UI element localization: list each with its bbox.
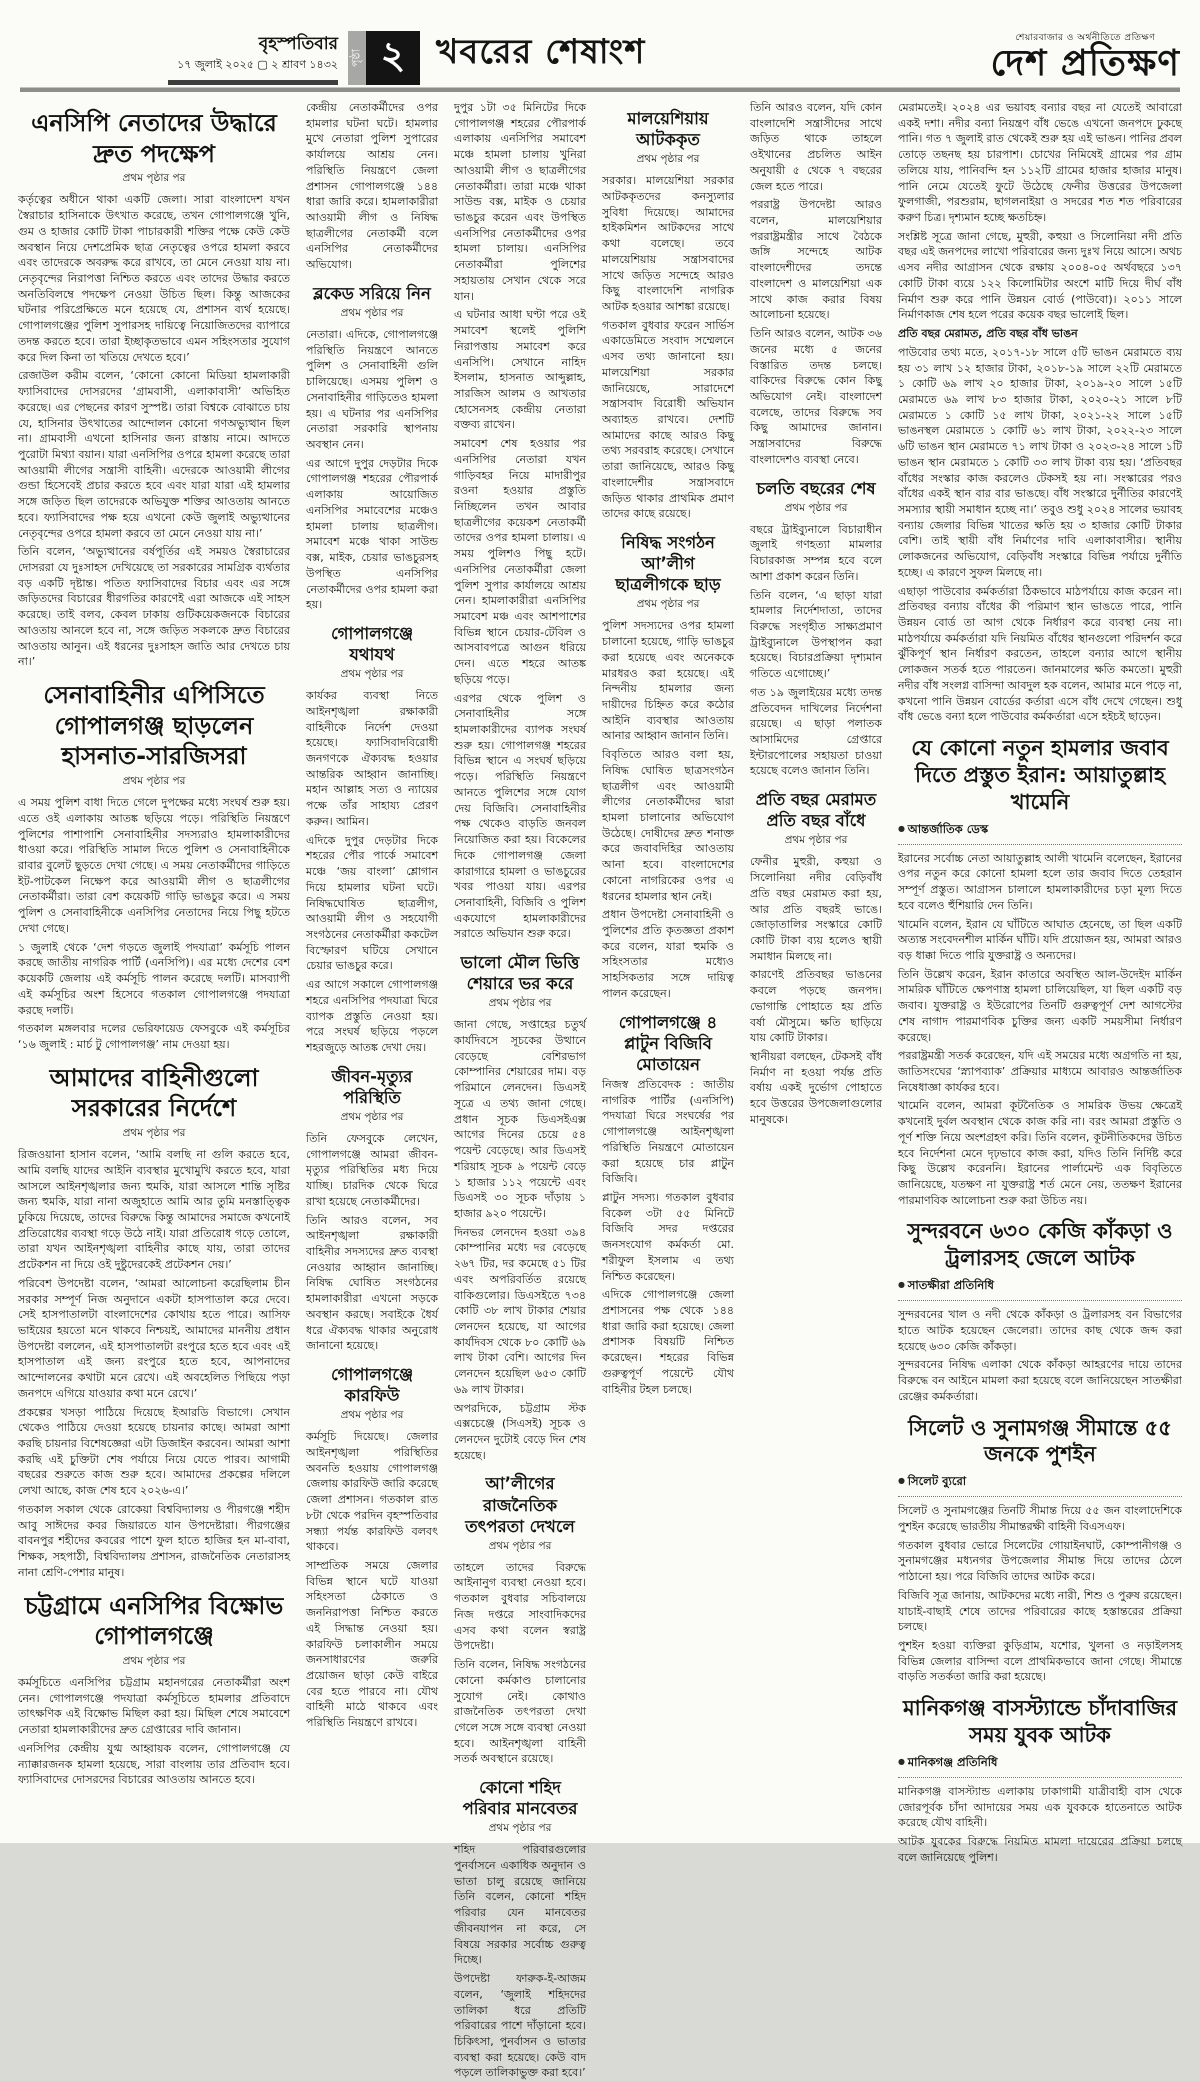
- article-paragraph: গতকাল বুধবার ফরেন সার্ভিস একাডেমিতে সংবাদ সম্মেলনে এসব তথ্য জানানো হয়। মালয়েশিয়া সরকার জানিয়েছে, সারাদেশে সন্ত্রাসবাদ বিরোধী অভিযান অব্যাহত রাখবে। দেশটি আমাদের কাছে আরও কিছু তথ্য সরবরাহ করেছে। সেখানে তারা জানিয়েছে, আরও কিছু বাংলাদেশীর সন্ত্রাসবাদে জড়িত থাকার প্রাথমিক প্রমাণ তাদের কাছে রয়েছে।: [602, 318, 734, 521]
- article: [898, 1695, 1182, 1865]
- continued-label: প্রথম পৃষ্ঠার পর: [340, 668, 404, 681]
- article-paragraph: এদিকে দুপুর দেড়টার দিকে শহরের পৌর পার্কে সমাবেশ মঞ্চে ‘জয় বাংলা’ শ্লোগান দিয়ে হামলার ঘটনা ঘটে। নিষিদ্ধঘোষিত ছাত্রলীগ, আওয়ামী লীগ ও সহযোগী সংগঠনের নেতাকর্মীরা ককটেল বিস্ফোরণ ঘটিয়ে সেখানে চেয়ার ভাঙচুর করে।: [306, 833, 438, 973]
- article-body: [454, 1017, 586, 1463]
- article-paragraph: খামেনি বলেন, ইরান যে ঘাঁটিতে আঘাত হেনেছে, তা ছিল একটি অত্যন্ত সংবেদনশীল মার্কিন ঘাঁটি। যদি প্রয়োজন হয়, আমরা আরও বড় ধাক্কা দিতে পারি যুক্তরাষ্ট্র ও অন্যদের।: [898, 917, 1182, 962]
- article-body: [898, 100, 1182, 725]
- byline: [898, 1470, 1182, 1496]
- article-paragraph: কারণেই প্রতিবছর ভাঙনের কবলে পড়ছে জনপদ। ভোগান্তি পোহাতে হয় প্রতি বর্ষা মৌসুমে। ক্ষতি ছাড়িয়ে যায় কোটি টাকার।: [750, 968, 882, 1045]
- article-paragraph: খামেনি বলেন, আমরা কূটনৈতিক ও সামরিক উভয় ক্ষেত্রেই কখনোই দুর্বল অবস্থান থেকে কাজ করি না। বরং আমরা প্রস্তুতি ও পূর্ণ শক্তি নিয়ে অংশগ্রহণ করি। তিনি বলেন, কূটনীতিকদের উচিত হবে নির্দেশনা মেনে দৃঢ়ভাবে কাজ করা, যদিও তিনি নির্দিষ্ট করে কিছু উল্লেখ করেননি। ইরানের পার্লামেন্ট এক বিবৃতিতে জানিয়েছে, যতক্ষণ না যুক্তরাষ্ট্র শর্ত মেনে নেয়, ততক্ষণ ইরানের পারমাণবিক আলোচনা শুরু করা উচিত নয়।: [898, 1099, 1182, 1207]
- article-body: [18, 192, 290, 670]
- article-headline: আমাদের বাহিনীগুলো সরকারের নির্দেশে: [49, 1063, 259, 1123]
- article-paragraph: এনসিপির কেন্দ্রীয় যুগ্ম আহ্বায়ক বলেন, গোপালগঞ্জে যে ন্যাক্কারজনক হামলা হয়েছে, সারা বাংলায় তার প্রতিবাদ হবে। ফ্যাসিবাদের দোসরদের বিচারের আওতায় আনতে হবে।: [18, 1741, 290, 1787]
- article-body: [898, 1307, 1182, 1404]
- article-headline: সুন্দরবনে ৬৩০ কেজি কাঁকড়া ও ট্রলারসহ জেলে আটক: [907, 1219, 1173, 1271]
- article-paragraph: উপদেষ্টা ফারুক-ই-আজম বলেন, ‘জুলাই শহিদদের তালিকা ধরে প্রতিটি পরিবারের পাশে দাঁড়ানো হবে। চিকিৎসা, পুনর্বাসন ও ভাতার ব্যবস্থা করা হয়েছে। কেউ বাদ পড়লে তালিকাভুক্ত করা হবে।’: [454, 1972, 586, 2080]
- article: [602, 1012, 734, 1398]
- article-headline: নিষিদ্ধ সংগঠন আ’লীগ ছাত্রলীগকে ছাড়: [615, 533, 721, 595]
- article: [898, 1218, 1182, 1404]
- continued-label: প্রথম পৃষ্ঠার পর: [488, 1822, 552, 1835]
- article-body: [18, 795, 290, 1053]
- byline: [898, 1274, 1182, 1300]
- article-body: [602, 1077, 734, 1397]
- article-headline: জীবন-মৃত্যুর পরিস্থিতি: [331, 1066, 413, 1107]
- article-body: [898, 1503, 1182, 1685]
- article-paragraph: স্থানীয়রা বলছেন, টেকসই বাঁধ নির্মাণ না হওয়া পর্যন্ত প্রতি বর্ষায় একই দুর্ভোগ পোহাতে হবে উত্তরের উপজেলাগুলোর মানুষকে।: [750, 1049, 882, 1126]
- article-paragraph: পাউবোর তথ্য মতে, ২০১৭-১৮ সালে ৫টি ভাঙন মেরামতে ব্যয় হয় ৩১ লাখ ১২ হাজার টাকা, ২০১৮-১৯ সালে ২২টি মেরামতে ১ কোটি ৬৯ লাখ ২০ হাজার টাকা, ২০১৯-২০ সালে ১৫টি মেরামতে ৬৯ লাখ ৮৩ হাজার টাকা, ২০২০-২১ সালে ৮টি মেরামতে ১ কোটি ১৫ লাখ টাকা, ২০২১-২২ সালে ১৫টি ভাঙনস্থল মেরামতে ১ কোটি ৬১ লাখ টাকা, ২০২২-২৩ সালে ৬টি ভাঙন স্থান মেরামতে ৭১ লাখ টাকা ও ২০২৩-২৪ সালে ১টি ভাঙন স্থান মেরামতে ১ কোটি ৩৩ লাখ টাকা ব্যয় হয়। ‘প্রতিবছর বাঁধের সংস্কার কাজ করলেও টেকসই হয় না। সংস্কারের পরও বাঁধের একই স্থান বার বার ভাঙছে। বাঁধ সংস্কারে দুর্নীতির কারণেই সমস্যার স্থায়ী সমাধান হচ্ছে না।’ তবুও শুধু ২০২৪ সালের ভয়াবহ বন্যায় জেলার বিভিন্ন খাতের ক্ষতি হয় ৩ হাজার কোটি টাকার বেশি। তাই স্থায়ী বাঁধ নির্মাণের দাবি এলাকাবাসীর। স্থানীয় লোকজনের অভিযোগ, বেড়িবাঁধ সংস্কারে বিভিন্ন পর্যায়ে দুর্নীতি হচ্ছে। এ কারণে সুফল মিলছে না।: [898, 345, 1182, 579]
- byline-separator: [898, 1496, 1182, 1497]
- article-paragraph: এর আগে দুপুর দেড়টার দিকে গোপালগঞ্জ শহরের পৌরপার্ক এলাকায় আয়োজিত এনসিপির সমাবেশের মঞ্চেও হামলা চালায় ছাত্রলীগ। সমাবেশ মঞ্চে থাকা সাউন্ড বক্স, মাইক, চেয়ার ভাঙচুরসহ উপস্থিত এনসিপির নেতাকর্মীদের ওপর হামলা করা হয়।: [306, 456, 438, 612]
- article-headline: সেনাবাহিনীর এপিসিতে গোপালগঞ্জ ছাড়লেন হাসনাত-সারজিসরা: [43, 681, 265, 771]
- article: [18, 1063, 290, 1581]
- article: [454, 100, 586, 942]
- article: [306, 283, 438, 613]
- article: [18, 680, 290, 1053]
- article-body: [306, 1131, 438, 1354]
- byline-text: সিলেট ব্যুরো: [907, 1474, 967, 1489]
- article-paragraph: এর আগে সকালে গোপালগঞ্জ শহরে এনসিপির পদযাত্রা ঘিরে ব্যাপক প্রস্তুতি নেওয়া হয়। পরে সংঘর্ষ ছড়িয়ে পড়লে শহরজুড়ে আতঙ্ক দেখা দেয়।: [306, 978, 438, 1054]
- continued-label: প্রথম পৃষ্ঠার পর: [340, 1110, 404, 1123]
- article-headline: কোনো শহিদ পরিবার মানবেতর: [462, 1778, 578, 1819]
- byline-text: আন্তর্জাতিক ডেস্ক: [907, 821, 989, 836]
- article-paragraph: মানিকগঞ্জ বাসস্ট্যান্ড এলাকায় ঢাকাগামী যাত্রীবাহী বাস থেকে জোরপূর্বক চাঁদা আদায়ের সময় এক যুবককে হাতেনাতে আটক করেছে যৌথ বাহিনী।: [898, 1784, 1182, 1830]
- article-paragraph: এ ঘটনার আধা ঘণ্টা পরে ওই সমাবেশ স্থলেই পুলিশি নিরাপত্তায় সমাবেশ করে এনসিপি। সেখানে নাহিদ ইসলাম, হাসনাত আব্দুল্লাহ, সারজিস আলম ও আখতার হোসেনসহ কেন্দ্রীয় নেতারা বক্তব্য রাখেন।: [454, 308, 586, 432]
- article-headline: যে কোনো নতুন হামলার জবাব দিতে প্রস্তুত ইরান: আয়াতুল্লাহ খামেনি: [911, 736, 1169, 814]
- article-headline: ভালো মৌল ভিত্তি শেয়ারে ভর করে: [460, 953, 580, 994]
- article-headline: সিলেট ও সুনামগঞ্জ সীমান্তে ৫৫ জনকে পুশইন: [908, 1415, 1172, 1467]
- article-paragraph: অপরদিকে, চট্টগ্রাম স্টক এক্সচেঞ্জে (সিএসই) সূচক ও লেনদেন দুটোই বেড়ে দিন শেষ হয়েছে।: [454, 1401, 586, 1462]
- article-paragraph: দিনভর লেনদেন হওয়া ৩৯৪ কোম্পানির মধ্যে দর বেড়েছে ২৬৭ টির, দর কমেছে ৫১ টির এবং অপরিবর্তিত রয়েছে বাকিগুলোর। ডিএসইতে ৭৩৪ কোটি ৩৮ লাখ টাকার শেয়ার লেনদেন হয়েছে, যা আগের কার্যদিবস থেকে ৮০ কোটি ৬৯ লাখ টাকা বেশি। আগের দিন লেনদেন হয়েছিল ৬৫৩ কোটি ৬৯ লাখ টাকার।: [454, 1225, 586, 1396]
- article-paragraph: পুলিশ সদস্যদের ওপর হামলা চালানো হয়েছে, গাড়ি ভাঙচুর করা হয়েছে এবং অনেককে মারধরও করা হয়েছে। এই নিন্দনীয় হামলার জন্য দায়ীদের চিহ্নিত করে কঠোর আইনি ব্যবস্থার আওতায় আনার আহ্বান জানান তিনি।: [602, 619, 734, 743]
- article-paragraph: তাহলে তাদের বিরুদ্ধে আইনানুগ ব্যবস্থা নেওয়া হবে। গতকাল বুধবার সচিবালয়ে নিজ দপ্তরে সাংবাদিকদের এসব কথা বলেন স্বরাষ্ট্র উপদেষ্টা।: [454, 1560, 586, 1653]
- page-word-tab: পৃষ্ঠা: [348, 31, 366, 85]
- continued-label: প্রথম পৃষ্ঠার পর: [488, 1539, 552, 1552]
- article-headline: গোপালগঞ্জে কারফিউ: [330, 1364, 414, 1406]
- article-paragraph: রেজাউল করীম বলেন, ‘কোনো কোনো মিডিয়া হামলাকারী ফ্যাসিবাদের দোসরদের ‘গ্রামবাসী, এলাকাবাসী’ অভিহিত করেছে। এর পেছনের কারণ সুস্পষ্ট। তারা বিশ্বকে বোঝাতে চায় যে, হাসিনার উৎখাতের আন্দোলন কোনো গণঅভ্যুত্থান ছিল না। গ্রামবাসী এখনো হাসিনার জন্য রাস্তায় নামে। আদতে পুরোটা মিথ্যা বয়ান। যারা এনসিপির ওপরে হামলা করেছে তারা আওয়ামী লীগের সন্ত্রাসী বাহিনী। এদেরকে আওয়ামী লীগের গুন্ডা হিসেবেই প্রচার করতে হবে এবং যারা যারা এই হামলার সঙ্গে জড়িত ছিল তাদেরকে অভিযুক্ত শক্তির আওতায় আনতে হবে। ফ্যাসিবাদের পক্ষ হয়ে এখনো কেউ জুলাই অভ্যুত্থানের নেতৃবৃন্দের ওপরে হামলা করবে তা মেনে নেওয়া যায় না।’: [18, 369, 290, 540]
- article-body: [750, 522, 882, 780]
- article-paragraph: কার্যকর ব্যবস্থা নিতে আইনশৃঙ্খলা রক্ষাকারী বাহিনীকে নির্দেশ দেওয়া হয়েছে। ফ্যাসিবাদবিরোধী জনগণকে ঐক্যবদ্ধ হওয়ার আন্তরিক আহ্বান জানাচ্ছি। মহান আল্লাহ সত্য ও ন্যায়ের পক্ষে তাঁর সাহায্য প্রেরণ করুন। আমিন।: [306, 689, 438, 828]
- news-column-1: [18, 100, 290, 1830]
- article: [454, 952, 586, 1463]
- article-paragraph: সুন্দরবনের খাল ও নদী থেকে কাঁকড়া ও ট্রলারসহ বন বিভাগের হাতে আটক হয়েছেন জেলেরা। তাদের কাছ থেকে জব্দ করা হয়েছে ৬৩০ কেজি কাঁকড়া।: [898, 1308, 1182, 1353]
- article-paragraph: আটক যুবকের বিরুদ্ধে নিয়মিত মামলা দায়েরের প্রক্রিয়া চলছে বলে জানিয়েছে পুলিশ।: [898, 1835, 1182, 1864]
- article: [306, 100, 438, 273]
- article-paragraph: মেরামতেই। ২০২৪ এর ভয়াবহ বন্যার বছর না যেতেই আবারো একই দশা। নদীর বন্যা নিয়ন্ত্রণ বাঁধ ভেঙে এখনো জনপদে ঢুকছে পানি। গত ৭ জুলাই রাত থেকেই শুরু হয় এই ভাঙন। পানির প্রবল তোড়ে তছনছ হয় চারপাশ। চোখের নিমিষেই গ্রামের পর গ্রাম তলিয়ে যায়, পানিবন্দি হন ১১২টি গ্রামের হাজার হাজার মানুষ। পানি নেমে যেতেই ফুটে উঠেছে ফেনীর উত্তরের উপজেলা ফুলগাজী, পরশুরাম, ছাগলনাইয়া ও সদরের শত শত পরিবারের করুণ চিত্র। দৃশ্যমান হচ্ছে ক্ষতচিহ্ন।: [898, 101, 1182, 225]
- byline-separator: [898, 844, 1182, 845]
- article-headline: গোপালগঞ্জে ৪ প্লাটুন বিজিবি মোতায়েন: [618, 1012, 718, 1074]
- byline: [898, 818, 1182, 844]
- article-body: [18, 1147, 290, 1580]
- continued-label: প্রথম পৃষ্ঠার পর: [784, 501, 848, 514]
- article-paragraph: কর্মসূচিতে এনসিপির চট্টগ্রাম মহানগরের নেতাকর্মীরা অংশ নেন। গোপালগঞ্জে পদযাত্রা কর্মসূচিতে হামলার প্রতিবাদে তাৎক্ষণিক এই বিক্ষোভ মিছিল করা হয়। মিছিল শেষে সমাবেশে নেতারা হামলাকারীদের দ্রুত গ্রেপ্তারের দাবি জানান।: [18, 1675, 290, 1737]
- article-body: [454, 1560, 586, 1767]
- article-body: [454, 100, 586, 942]
- continued-label: প্রথম পৃষ্ঠার পর: [636, 153, 700, 166]
- article-paragraph: গত ১৯ জুলাইয়ের মধ্যে তদন্ত প্রতিবেদন দাখিলের নির্দেশনা রয়েছে। এ ছাড়া পলাতক আসামিদের গ্রেপ্তারে ইন্টারপোলের সহায়তা চাওয়া হয়েছে বলেও জানান তিনি।: [750, 685, 882, 778]
- continued-label: প্রথম পৃষ্ঠার পর: [784, 834, 848, 847]
- continued-label: প্রথম পৃষ্ঠার পর: [488, 997, 552, 1010]
- article-paragraph: জানা গেছে, সপ্তাহের চতুর্থ কার্যদিবসে সূচকের উত্থানে বেড়েছে বেশিরভাগ কোম্পানির শেয়ারের দাম। বড় পরিমানে লেনদেন। ডিএসই সূত্রে এ তথ্য জানা গেছে। প্রধান সূচক ডিএসইএক্স আগের দিনের চেয়ে ৫৪ পয়েন্ট বেড়েছে। আর ডিএসই শরিয়াহ সূচক ৯ পয়েন্ট বেড়ে ১ হাজার ১১২ পয়েন্টে এবং ডিএসই ৩০ সূচক দাঁড়ায় ১ হাজার ৯২০ পয়েন্টে।: [454, 1018, 586, 1220]
- byline-text: মানিকগঞ্জ প্রতিনিধি: [907, 1754, 998, 1769]
- article-paragraph: গতকাল বুধবার ভোরে সিলেটের গোয়াইনঘাট, কোম্পানীগঞ্জ ও সুনামগঞ্জের মধ্যনগর উপজেলার সীমান্ত দিয়ে তাদের ঠেলে পাঠানো হয়। পরে বিজিবি তাদের আটক করে।: [898, 1538, 1182, 1584]
- byline: [898, 1751, 1182, 1777]
- news-column-6: [898, 100, 1183, 1864]
- article-headline: ব্লকেড সরিয়ে নিন: [313, 283, 431, 303]
- article-paragraph: প্রধান উপদেষ্টা সেনাবাহিনী ও পুলিশের প্রতি কৃতজ্ঞতা প্রকাশ করে বলেন, যারা হুমকি ও সহিংসতার মধ্যেও সাহসিকতার সঙ্গে দায়িত্ব পালন করেছেন।: [602, 908, 734, 1000]
- continued-label: প্রথম পৃষ্ঠার পর: [340, 307, 404, 320]
- article-headline: মানিকগঞ্জ বাসস্ট্যান্ডে চাঁদাবাজির সময় যুবক আটক: [902, 1696, 1178, 1748]
- news-column-2: [306, 100, 438, 1830]
- article-paragraph: সরকার। মালয়েশিয়া সরকার আটককৃতদের কনস্যুলার সুবিধা দিয়েছে। আমাদের হাইকমিশন আটকদের সাথে কথা বলেছে। তবে মালয়েশিয়ায় সন্ত্রাসবাদের সাথে জড়িত সন্দেহে আরও কিছু বাংলাদেশি নাগরিক আটক হওয়ার আশঙ্কা রয়েছে।: [602, 174, 734, 313]
- article-paragraph: দুপুর ১টা ৩৫ মিনিটের দিকে গোপালগঞ্জ শহরের পৌরপার্ক এলাকায় এনসিপির সমাবেশ মঞ্চে হামলা চালায় খুনিরা আওয়ামী লীগ ও ছাত্রলীগের নেতাকর্মীরা। তারা মঞ্চে থাকা সাউন্ড বক্স, মাইক ও চেয়ার ভাঙচুর করেন এবং উপস্থিত এনসিপির নেতাকর্মীদের ওপর হামলা চালায়। এনসিপির নেতাকর্মীরা পুলিশের সহায়তায় সেখান থেকে সরে যান।: [454, 101, 586, 303]
- byline-text: সাতক্ষীরা প্রতিনিধি: [907, 1278, 994, 1293]
- continued-label: প্রথম পৃষ্ঠার পর: [122, 172, 186, 185]
- article-paragraph: এছাড়া পাউবোর কর্মকর্তারা ঠিকভাবে মাঠপর্যায়ে কাজ করেন না। প্রতিবছর বন্যায় বাঁধের কী পরিমাণ স্থান ভাঙতে পারে, পানি উন্নয়ন বোর্ড তা আগ থেকে নির্ধারণ করে ব্যবস্থা নেয় না। মাঠপর্যায়ে কর্মকর্তারা যদি নিয়মিত বাঁধের স্থানগুলো পরিদর্শন করে ঝুঁকিপূর্ণ স্থান নির্ধারণ করতেন, তাহলে বন্যার আগে স্থানীয় লোকজন সতর্ক হতে পারতেন। জানমালের ক্ষতি কমতো। মুহুরী নদীর বাঁধ সংলগ্ন বাসিন্দা আবদুল হক বলেন, আমার মনে পড়ে না, কখনো পানি উন্নয়ন বোর্ডের কর্তারা এসে বাঁধ দেখে গেছেন। শুধু বাঁধ ভেঙে বন্যা হলে পাউবোর কর্মকর্তারা এসে হইচই ছাড়েন।: [898, 584, 1183, 724]
- article: [602, 108, 734, 522]
- article: [18, 108, 290, 670]
- article: [306, 1066, 438, 1354]
- article-headline: চলতি বছরের শেষ: [756, 478, 876, 498]
- article-paragraph: পরিবেশ উপদেষ্টা বলেন, ‘আমরা আলোচনা করেছিলাম চীন সরকার সম্পূর্ণ নিজ অনুদানে একটা হাসপাতাল করে দেবে। সেই হাসপাতালটা বাংলাদেশের কোথায় হতে পারে। আসিফ ভাইয়ের হয়তো মনে থাকবে নিশ্চয়ই, আমাদের মাননীয় প্রধান উপদেষ্টা বললেন, এই হাসপাতালটা রংপুরে হতে হবে এবং এই হাসপাতাল এই জন্য রংপুরে হতে হবে, আপনাদের আন্দোলনের কথাটা মনে রেখে। এই অবহেলিত পিছিয়ে পড়া জনপদে এগিয়ে যাওয়ার কথা মনে রেখে।’: [18, 1276, 290, 1400]
- article: [306, 1364, 438, 1731]
- article-paragraph: প্রকল্পের খসড়া পাঠিয়ে দিয়েছে ইআরডি বিভাগে। সেখান থেকেও পাঠিয়ে দেওয়া হয়েছে চায়নার কাছে। আমরা আশা করছি চায়নার বিশেষজ্ঞেরা এটা ডিজাইন করবেন। আমরা আশা করছি এই চুক্তিটা শেষ পর্যায়ে নিয়ে যেতে পারব। আগামী বছরের শুরুতে কাজ শুরু হবে। আমাদের প্রকল্পের দলিলে লেখা আছে, কাজ শেষ হবে ২০২৬-এ।’: [18, 1405, 290, 1498]
- article-paragraph: এদিকে গোপালগঞ্জে জেলা প্রশাসনের পক্ষ থেকে ১৪৪ ধারা জারি করা হয়েছে। জেলা প্রশাসক বিষয়টি নিশ্চিত করেছেন। শহরের বিভিন্ন গুরুত্বপূর্ণ পয়েন্টে যৌথ বাহিনীর টহল চলছে।: [602, 1288, 734, 1396]
- article-paragraph: গতকাল মঙ্গলবার দলের ভেরিফায়েড ফেসবুকে এই কর্মসূচির ‘১৬ জুলাই : মার্চ টু গোপালগঞ্জ’ নাম দেওয়া হয়।: [18, 1022, 290, 1051]
- article-paragraph: কর্মসূচি দিয়েছে। জেলার আইনশৃঙ্খলা পরিস্থিতির অবনতি হওয়ায় গোপালগঞ্জ জেলায় কারফিউ জারি করেছে জেলা প্রশাসন। গতকাল রাত ৮টা থেকে পরদিন বৃহস্পতিবার সন্ধ্যা পর্যন্ত কারফিউ বলবৎ থাকবে।: [306, 1430, 438, 1554]
- article-body: [306, 327, 438, 613]
- article: [306, 623, 438, 1056]
- article-body: [454, 1842, 586, 2081]
- article-paragraph: এরপর থেকে পুলিশ ও সেনাবাহিনীর সঙ্গে হামলাকারীদের ব্যাপক সংঘর্ষ শুরু হয়। গোপালগঞ্জ শহরের বিভিন্ন স্থানে এ সংঘর্ষ ছড়িয়ে পড়ে। পরিস্থিতি নিয়ন্ত্রণে আনতে পুলিশের সঙ্গে যোগ দেয় বিজিবি। সেনাবাহিনীর পক্ষ থেকেও বাড়তি জনবল নিয়োজিত করা হয়। বিকেলের দিকে গোপালগঞ্জ জেলা কারাগারে হামলা ও ভাঙচুরের খবর পাওয়া যায়। এরপর সেনাবাহিনী, বিজিবি ও পুলিশ একযোগে হামলাকারীদের সরাতে অভিযান শুরু করে।: [454, 691, 586, 941]
- article-body: [750, 100, 882, 468]
- article-paragraph: ফেনীর মুহুরী, কহুয়া ও সিলোনিয়া নদীর বেড়িবাঁধ প্রতি বছর মেরামত করা হয়, আর প্রতি বছরই ভাঙে। জোড়াতালির সংস্কারে কোটি কোটি টাকা ব্যয় হলেও স্থায়ী সমাধান মিলছে না।: [750, 855, 882, 963]
- article-paragraph: কর্তৃত্বের অধীনে থাকা একটি জেলা। সারা বাংলাদেশ যখন স্বৈরাচার হাসিনাকে উৎখাত করেছে, তখন গোপালগঞ্জে খুনি, গুম ও হাজার কোটি টাকা পাচারকারী শক্তির পক্ষে কেউ কেউ অবস্থান নিয়ে দেশপ্রেমিক ছাত্র নেতৃত্বের ওপরে হামলা করবে এবং তাদেরকে অবরুদ্ধ করে রাখবে, তা মেনে নেওয়া যায় না। নেতৃবৃন্দের নিরাপত্তা নিশ্চিত করতে এবং তাদের উদ্ধার করতে অনতিবিলম্বে পদক্ষেপ নেওয়া উচিত ছিল। কিন্তু আজকের ঘটনার পরিপ্রেক্ষিতে মনে হয়েছে যে, প্রশাসন ব্যর্থ হয়েছে। গোপালগঞ্জের পুলিশ সুপারসহ দায়িত্বে নিয়োজিতদের ব্যাপারে তদন্ত করতে হবে। তারা ইচ্ছাকৃতভাবে এমন সহিংসতার সুযোগ করে দিল কিনা তা খতিয়ে দেখতে হবে।’: [18, 193, 290, 364]
- article-paragraph: সাম্প্রতিক সময়ে জেলার বিভিন্ন স্থানে ঘটে যাওয়া সহিংসতা ঠেকাতে ও জননিরাপত্তা নিশ্চিত করতে এই সিদ্ধান্ত নেওয়া হয়। কারফিউ চলাকালীন সময়ে জনসাধারণের জরুরি প্রয়োজন ছাড়া কেউ বাইরে বের হতে পারবে না। যৌথ বাহিনী মাঠে থাকবে এবং পরিস্থিতি নিয়ন্ত্রণে রাখবে।: [306, 1558, 438, 1730]
- article-paragraph: ১ জুলাই থেকে ‘দেশ গড়তে জুলাই পদযাত্রা’ কর্মসূচি পালন করছে জাতীয় নাগরিক পার্টি (এনসিপি)। এর মধ্যে দেশের বেশ কয়েকটি জেলায় এই কর্মসূচি পালন করেছে দলটি। মাসব্যাপী এই কর্মসূচির অংশ হিসেবে গতকাল গোপালগঞ্জে পদযাত্রা করছে দলটি।: [18, 940, 290, 1017]
- article-paragraph: তিনি উল্লেখ করেন, ইরান কাতারে অবস্থিত আল-উদেইদ মার্কিন সামরিক ঘাঁটিতে ক্ষেপণাস্ত্র হামলা চালিয়েছিল, যা ছিল একটি বড় জবাব। যুক্তরাষ্ট্র ও ইউরোপের তিনটি গুরুত্বপূর্ণ দেশ আগস্টের শেষ নাগাদ পারমাণবিক চুক্তির জন্য একটি সময়সীমা নির্ধারণ করেছে।: [898, 967, 1182, 1044]
- article-paragraph: তিনি আরও বলেন, সব আইনশৃঙ্খলা রক্ষাকারী বাহিনীর সদস্যদের দ্রুত ব্যবস্থা নেওয়ার আহ্বান জানাচ্ছি। নিষিদ্ধ ঘোষিত সংগঠনের হামলাকারীরা এখনো সড়কে অবস্থান করছে। সবাইকে ধৈর্য ধরে ঐক্যবদ্ধ থাকার অনুরোধ জানানো হয়েছে।: [306, 1213, 438, 1353]
- article-paragraph: তিনি বলেন, ‘অভ্যুত্থানের বর্ষপূর্তির এই সময়ও স্বৈরাচারের দোসররা যে দুঃসাহস দেখিয়েছে তা সরকারের সামগ্রিক ব্যর্থতার বড় একটি দৃষ্টান্ত। পতিত ফ্যাসিবাদের বিচার এবং এর সঙ্গে জড়িতদের বিচারের ধীরগতির কারণেই এরা আজকে এই সাহস করেছে। তাই বলব, কেবল ঢাকায় গুটিকয়েকজনকে বিচারের আওতায় আনলে হবে না, সঙ্গে জড়িত সকলকে দ্রুত বিচারের আওতায় আনুন। এই ধরনের দুঃসাহস জাতি আর দেখতে চায় না।’: [18, 545, 290, 669]
- newspaper-logo: [991, 30, 1180, 85]
- article-headline: মালয়েশিয়ায় আটককৃত: [627, 109, 709, 150]
- article: [898, 100, 1182, 725]
- article-body: [18, 1675, 290, 1788]
- article-paragraph: পররাষ্ট্র উপদেষ্টা আরও বলেন, মালয়েশিয়ার পররাষ্ট্রমন্ত্রীর সাথে বৈঠকে জঙ্গি সন্দেহে আটক বাংলাদেশীদের তদন্তে বাংলাদেশ ও মালয়েশিয়া এক সাথে কাজ করার বিষয় আলোচনা হয়েছে।: [750, 198, 882, 322]
- continued-label: প্রথম পৃষ্ঠার পর: [636, 598, 700, 611]
- article-headline: এনসিপি নেতাদের উদ্ধারে দ্রুত পদক্ষেপ: [31, 109, 277, 168]
- article-columns: [0, 92, 1200, 2080]
- article-paragraph: তিনি বলেন, ‘এ ছাড়া যারা হামলার নির্দেশদাতা, তাদের বিরুদ্ধে সংগৃহীত সাক্ষ্যপ্রমাণ ট্রাইব্যুনালে উপস্থাপন করা হয়েছে। বিচারপ্রক্রিয়া দৃশ্যমান গতিতে এগোচ্ছে।’: [750, 588, 882, 681]
- article-body: [750, 854, 882, 1127]
- article-paragraph: শহিদ পরিবারগুলোর পুনর্বাসনে একাধিক অনুদান ও ভাতা চালু রয়েছে জানিয়ে তিনি বলেন, কোনো শহিদ পরিবার যেন মানবেতর জীবনযাপন না করে, সে বিষয়ে সরকার সর্বোচ্চ গুরুত্ব দিচ্ছে।: [454, 1843, 586, 1967]
- article-paragraph: নেতারা। এদিকে, গোপালগঞ্জে পরিস্থিতি নিয়ন্ত্রণে আনতে পুলিশ ও সেনাবাহিনী গুলি চালিয়েছে। এসময় পুলিশ ও সেনাবাহিনীর গাড়িতেও হামলা হয়। এ ঘটনার পর এনসিপির নেতারা সরকারি স্থাপনায় অবস্থান নেন।: [306, 328, 438, 452]
- section-title: খবরের শেষাংশ: [436, 32, 646, 72]
- article-paragraph: বিজিবি সূত্র জানায়, আটকদের মধ্যে নারী, শিশু ও পুরুষ রয়েছেন। যাচাই-বাছাই শেষে তাদের পরিবারের কাছে হস্তান্তরের প্রক্রিয়া চলছে।: [898, 1588, 1182, 1634]
- article: [454, 1473, 586, 1767]
- article-paragraph: ইরানের সর্বোচ্চ নেতা আয়াতুল্লাহ আলী খামেনি বলেছেন, ইরানের ওপর নতুন করে কোনো হামলা হলে তার জবাব দিতে তেহরান সম্পূর্ণ প্রস্তুত। আগ্রাসন চালালে হামলাকারীদের চড়া মূল্য দিতে হবে বলেও হুঁশিয়ারি দেন তিনি।: [898, 851, 1182, 912]
- byline-separator: [898, 1777, 1182, 1778]
- continued-label: প্রথম পৃষ্ঠার পর: [122, 775, 186, 788]
- article-body: [602, 618, 734, 1001]
- article-body: [898, 1784, 1182, 1866]
- article-body: [306, 1429, 438, 1731]
- logo-tagline: শেয়ারবাজার ও অর্থনীতিতে প্রতিক্ষণ: [1015, 33, 1156, 44]
- logo-name: দেশ প্রতিক্ষণ: [990, 43, 1180, 85]
- article-headline: গোপালগঞ্জে যথাযথ: [330, 623, 414, 665]
- news-column-3: [454, 100, 586, 2080]
- article: [750, 478, 882, 780]
- article-paragraph: পুশইন হওয়া ব্যক্তিরা কুড়িগ্রাম, যশোর, খুলনা ও নড়াইলসহ বিভিন্ন জেলার বাসিন্দা বলে প্রাথমিকভাবে জানা গেছে। সীমান্তে বাড়তি সতর্কতা জারি করা হয়েছে।: [898, 1639, 1182, 1684]
- article-paragraph: সুন্দরবনের নিষিদ্ধ এলাকা থেকে কাঁকড়া আহরণের দায়ে তাদের বিরুদ্ধে বন আইনে মামলা করা হয়েছে বলে জানিয়েছেন সাতক্ষীরা রেঞ্জের কর্মকর্তারা।: [898, 1358, 1182, 1403]
- date-block: [168, 35, 338, 85]
- article: [898, 735, 1182, 1208]
- article-paragraph: তিনি ফেসবুকে লেখেন, গোপালগঞ্জে আমরা জীবন-মৃত্যুর পরিস্থিতির মধ্য দিয়ে যাচ্ছি। চারদিক থেকে ঘিরে রাখা হয়েছে নেতাকর্মীদের।: [306, 1131, 438, 1208]
- continued-label: প্রথম পৃষ্ঠার পর: [340, 1409, 404, 1422]
- article: [750, 100, 882, 468]
- byline-separator: [898, 1300, 1182, 1301]
- article-paragraph: সিলেট ও সুনামগঞ্জের তিনটি সীমান্ত দিয়ে ৫৫ জন বাংলাদেশিকে পুশইন করেছে ভারতীয় সীমান্তরক্ষী বাহিনী বিএসএফ।: [898, 1504, 1182, 1533]
- page-header: [0, 0, 1200, 85]
- article-body: [306, 100, 438, 273]
- article-body: [306, 688, 438, 1056]
- article-body: [602, 173, 734, 522]
- continued-label: প্রথম পৃষ্ঠার পর: [122, 1654, 186, 1667]
- weekday-label: বৃহস্পতিবার: [258, 34, 338, 55]
- article-body: [898, 851, 1182, 1209]
- article-paragraph: তিনি বলেন, নিষিদ্ধ সংগঠনের কোনো কর্মকাণ্ড চালানোর সুযোগ নেই। কোথাও রাজনৈতিক তৎপরতা দেখা গেলে সঙ্গে সঙ্গে ব্যবস্থা নেওয়া হবে। আইনশৃঙ্খলা বাহিনী সতর্ক অবস্থানে রয়েছে।: [454, 1658, 586, 1766]
- article-paragraph: সংশ্লিষ্ট সূত্রে জানা গেছে, মুহুরী, কহুয়া ও সিলোনিয়া নদী প্রতি বছর এই জনপদের লাখো পরিবারের জন্য দুঃখ নিয়ে আসে। অথচ এসব নদীর আগ্রাসন থেকে রক্ষায় ২০০৪-০৫ অর্থবছরে ১৩৭ কোটি টাকা ব্যয়ে ১২২ কিলোমিটার অংশে মাটি দিয়ে দীর্ঘ বাঁধ নির্মাণ শুরু করে পানি উন্নয়ন বোর্ড (পাউবো)। ২০১১ সালে নির্মাণকাজ শেষ হলে পরের কয়েক বছর ভালোই ছিল।: [898, 229, 1182, 322]
- article-paragraph: এ সময় পুলিশ বাধা দিতে গেলে দুপক্ষের মধ্যে সংঘর্ষ শুরু হয়। এতে ওই এলাকায় আতঙ্ক ছড়িয়ে পড়ে। পরিস্থিতি নিয়ন্ত্রণে পুলিশের পাশাপাশি সেনাবাহিনীর সদস্যরাও হামলাকারীদের ধাওয়া করে। পরিস্থিতি সামাল দিতে পুলিশ ও সেনাবাহিনীকে রাবার বুলেট ছুড়তে দেখা গেছে। এ সময় নেতাকর্মীদের গাড়িতে ইট-পাটকেল নিক্ষেপ করে আওয়ামী লীগ ও ছাত্রলীগের নেতাকর্মীরা। তারা বেশ কয়েকটি গাড়ি ভাঙচুর করে। এ সময় পুলিশ ও সেনাবাহিনীকে এনসিপির নেতাদের নিয়ে পিছু হটতে দেখা গেছে।: [18, 796, 290, 935]
- article-paragraph: নিজস্ব প্রতিবেদক : জাতীয় নাগরিক পার্টির (এনসিপি) পদযাত্রা ঘিরে সংঘর্ষের পর গোপালগঞ্জে আইনশৃঙ্খলা পরিস্থিতি নিয়ন্ত্রণে মোতায়েন করা হয়েছে চার প্লাটুন বিজিবি।: [602, 1077, 734, 1186]
- article-paragraph: বছরে ট্রাইব্যুনালে বিচারাধীন জুলাই গণহত্যা মামলার বিচারকাজ সম্পন্ন হবে বলে আশা প্রকাশ করেন তিনি।: [750, 522, 882, 583]
- article: [18, 1591, 290, 1788]
- article-paragraph: কেন্দ্রীয় নেতাকর্মীদের ওপর হামলার ঘটনা ঘটে। হামলার মুখে নেতারা পুলিশ সুপারের কার্যালয়ে আশ্রয় নেন। পরিস্থিতি নিয়ন্ত্রণে জেলা প্রশাসন গোপালগঞ্জে ১৪৪ ধারা জারি করে। হামলাকারীরা আওয়ামী লীগ ও নিষিদ্ধ ছাত্রলীগের নেতাকর্মী বলে এনসিপির নেতাকর্মীদের অভিযোগ।: [306, 101, 438, 272]
- article-headline: প্রতি বছর মেরামত প্রতি বছর বাঁধে: [755, 790, 877, 831]
- article-paragraph: গতকাল সকাল থেকে রোকেয়া বিশ্ববিদ্যালয় ও পীরগঞ্জে শহীদ আবু সাঈদের কবর জিয়ারতে যান উপদেষ্টারা। পীরগঞ্জের বাবনপুর শহীদের কবরের পাশে ফুল হাতে হাজির হন মা-বাবা, শিক্ষক, সহপাঠী, বিশ্ববিদ্যালয় প্রশাসন, রাজনৈতিক নেতারাসহ নানা শ্রেণি-পেশার মানুষ।: [18, 1502, 290, 1579]
- article: [602, 532, 734, 1002]
- article: [454, 1777, 586, 2081]
- article-paragraph: তিনি আরও বলেন, আটক ৩৬ জনের মধ্যে ৫ জনের বিস্তারিত তদন্ত চলছে। বাকিদের বিরুদ্ধে কোন কিছু অভিযোগ নেই। বাংলাদেশ বলেছে, তাদের বিরুদ্ধে সব কিছু আমাদের জানান। সন্ত্রাসবাদের বিরুদ্ধে বাংলাদেশও ব্যবস্থা নেবে।: [750, 327, 882, 466]
- article-headline: চট্টগ্রামে এনসিপির বিক্ষোভ গোপালগঞ্জে: [24, 1591, 284, 1651]
- article-subhead: প্রতি বছর মেরামত, প্রতি বছর বাঁধ ভাঙন: [898, 327, 1078, 341]
- article-paragraph: সমাবেশ শেষ হওয়ার পর এনসিপির নেতারা যখন গাড়িবহর নিয়ে মাদারীপুর রওনা হওয়ার প্রস্তুতি নিচ্ছিলেন তখন আবার ছাত্রলীগের কয়েকশ নেতাকর্মী তাদের ওপর হামলা চালায়। এ সময় পুলিশও পিছু হটে। এনসিপির নেতাকর্মীরা জেলা পুলিশ সুপার কার্যালয়ে আশ্রয় নেন। হামলাকারীরা এনসিপির সমাবেশ মঞ্চ এবং আশপাশের বিভিন্ন স্থানে চেয়ার-টেবিল ও আসবাবপত্রে আগুন ধরিয়ে দেন। এতে শহরে আতঙ্ক ছড়িয়ে পড়ে।: [454, 437, 586, 686]
- article: [750, 789, 882, 1127]
- article-headline: আ’লীগের রাজনৈতিক তৎপরতা দেখলে: [465, 1474, 575, 1536]
- article: [898, 1415, 1182, 1686]
- article-paragraph: রিজওয়ানা হাসান বলেন, ‘আমি বলছি না গুলি করতে হবে, আমি বলছি যাদের আইনি ব্যবস্থার মুখোমুখি করতে হবে, যারা আসলে আইনশৃঙ্খলার জন্য হুমকি, যারা আসলে শান্তি সৃষ্টির জন্য হুমকি, যারা নানা অজুহাতে আমি আর তুমি মনস্তাত্ত্বিক ঢুকিয়ে দিয়েছে, তাদের বিরুদ্ধে কিন্তু আমাদের সমাজে কখনোই প্রতিরোধের ব্যবস্থা গড়ে উঠে নাই। যারা প্রতিরোধ গড়ে তোলে, তারা যখন আইনশৃঙ্খলা বাহিনীর কাছে যায়, তারা তাদের প্রটেকশন না দিয়ে ওই দুষ্টুদেরকেই প্রটেকশন দেয়।’: [18, 1148, 290, 1272]
- page-number-badge: ২: [366, 31, 420, 85]
- article-paragraph: বিবৃতিতে আরও বলা হয়, নিষিদ্ধ ঘোষিত ছাত্রসংগঠন ছাত্রলীগ এবং আওয়ামী লীগের নেতাকর্মীদের দ্বারা হামলা চালানোর অভিযোগ উঠেছে। দোষীদের দ্রুত শনাক্ত করে জবাবদিহির আওতায় আনা হবে। বাংলাদেশের কোনো নাগরিকের ওপর এ ধরনের হামলার স্থান নেই।: [602, 748, 734, 903]
- continued-label: প্রথম পৃষ্ঠার পর: [122, 1127, 186, 1140]
- news-column-4: [602, 100, 734, 1830]
- article-paragraph: প্লাটুন সদস্য। গতকাল বুধবার বিকেল ৩টা ৫৫ মিনিটে বিজিবি সদর দপ্তরের জনসংযোগ কর্মকর্তা মো. শরীফুল ইসলাম এ তথ্য নিশ্চিত করেছেন।: [602, 1190, 734, 1283]
- news-column-5: [750, 100, 882, 1830]
- article-paragraph: পররাষ্ট্রমন্ত্রী সতর্ক করেছেন, যদি এই সময়ের মধ্যে অগ্রগতি না হয়, জাতিসংঘের ‘স্ন্যাপব্যাক’ প্রক্রিয়ার মাধ্যমে আবারও আন্তর্জাতিক নিষেধাজ্ঞা কার্যকর হবে।: [898, 1049, 1182, 1094]
- article-paragraph: তিনি আরও বলেন, যদি কোন বাংলাদেশি সন্ত্রাসীদের সাথে জড়িত থাকে তাহলে ওইখানের প্রচলিত আইন অনুযায়ী ৫ থেকে ৭ বছরের জেল হতে পারে।: [750, 101, 882, 193]
- date-line: ১৭ জুলাই ২০২৫ ▢ ২ শ্রাবণ ১৪৩২: [177, 58, 338, 71]
